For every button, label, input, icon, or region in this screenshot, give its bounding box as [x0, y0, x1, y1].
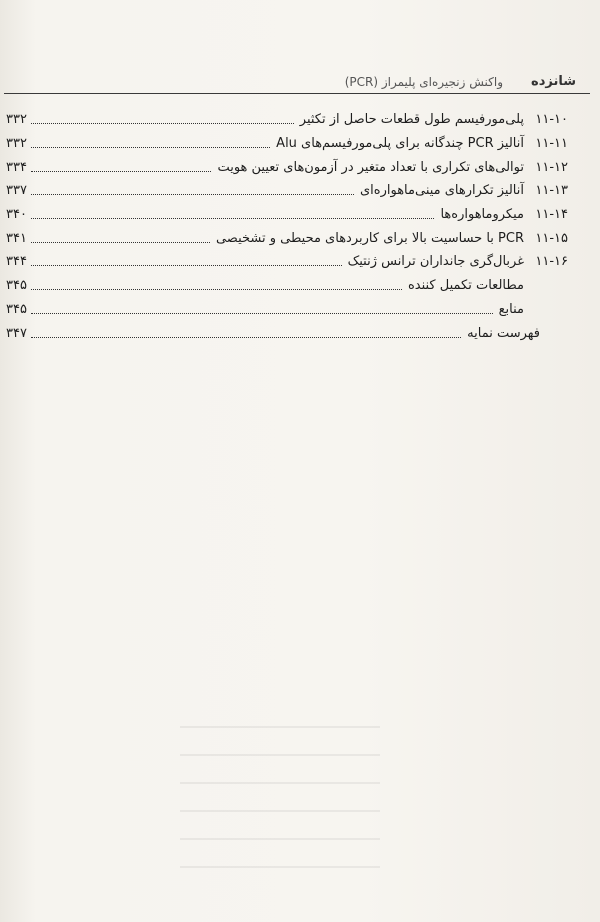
toc-entry-page: ۳۴۷: [6, 325, 27, 341]
toc-entry-page: ۳۴۵: [6, 301, 27, 317]
toc-entry-page: ۳۴۴: [6, 254, 27, 270]
header-rule: [4, 93, 590, 94]
toc-entry-page: ۳۳۷: [6, 183, 27, 199]
dot-leader: [31, 123, 294, 124]
running-header: [8, 72, 588, 94]
toc-entry-title: منابع: [498, 301, 524, 317]
toc-entry: [6, 321, 568, 345]
dot-leader: [31, 171, 212, 172]
toc-entry: [6, 108, 568, 132]
toc-entry-title: پلی‌مورفیسم طول قطعات حاصل از تکثیر: [299, 112, 524, 128]
toc-entry-title: PCR با حساسیت بالا برای کاربردهای محیطی و تشخیصی: [215, 230, 524, 246]
dot-leader: [31, 265, 342, 266]
dot-leader: [31, 313, 493, 314]
dot-leader: [31, 147, 270, 148]
toc-entry-title: غربال‌گری جانداران ترانس ژنتیک: [347, 254, 524, 270]
toc-entry-page: ۳۴۰: [6, 207, 27, 223]
toc-entry-title: فهرست نمایه: [467, 325, 540, 341]
toc-entry-number: ۱۱-۱۶: [535, 254, 568, 270]
page-number: شانزده: [531, 74, 576, 89]
dot-leader: [31, 337, 461, 338]
dot-leader: [31, 218, 435, 219]
toc-entry-page: ۳۳۴: [6, 159, 27, 175]
toc-entry-number: ۱۱-۱۳: [535, 183, 568, 199]
toc-entry: [6, 155, 568, 179]
toc-entry-number: ۱۱-۱۴: [535, 207, 568, 223]
toc-entry-title: آنالیز تکرارهای مینی‌ماهواره‌ای: [360, 183, 524, 199]
toc-entry: [6, 226, 568, 250]
toc-entry-page: ۳۳۲: [6, 136, 27, 152]
toc-entry: [6, 179, 568, 203]
toc-entry-page: ۳۳۲: [6, 112, 27, 128]
toc-entry-title: میکروماهواره‌ها: [440, 207, 524, 223]
toc-entry-title: مطالعات تکمیل کننده: [407, 278, 524, 294]
toc-entry: [6, 132, 568, 156]
toc-entry-page: ۳۴۵: [6, 278, 27, 294]
dot-leader: [31, 289, 402, 290]
toc-entry-number: ۱۱-۱۱: [535, 136, 568, 152]
toc-entry: [6, 203, 568, 227]
table-of-contents: [6, 108, 568, 345]
toc-entry-page: ۳۴۱: [6, 230, 27, 246]
toc-entry: [6, 274, 568, 298]
toc-entry-number: ۱۱-۱۲: [535, 159, 568, 175]
show-through-texture: [180, 700, 380, 900]
toc-entry-title: آنالیز PCR چندگانه برای پلی‌مورفیسم‌های Alu: [276, 136, 524, 152]
running-title: واکنش زنجیره‌ای پلیمراز (PCR): [344, 75, 503, 89]
toc-entry-number: ۱۱-۱۵: [535, 230, 568, 246]
dot-leader: [31, 242, 210, 243]
toc-entry-number: ۱۱-۱۰: [535, 112, 568, 128]
toc-entry: [6, 298, 568, 322]
toc-entry-title: توالی‌های تکراری با تعداد متغیر در آزمون‌های تعیین هویت: [217, 159, 524, 175]
toc-entry: [6, 250, 568, 274]
dot-leader: [31, 194, 354, 195]
